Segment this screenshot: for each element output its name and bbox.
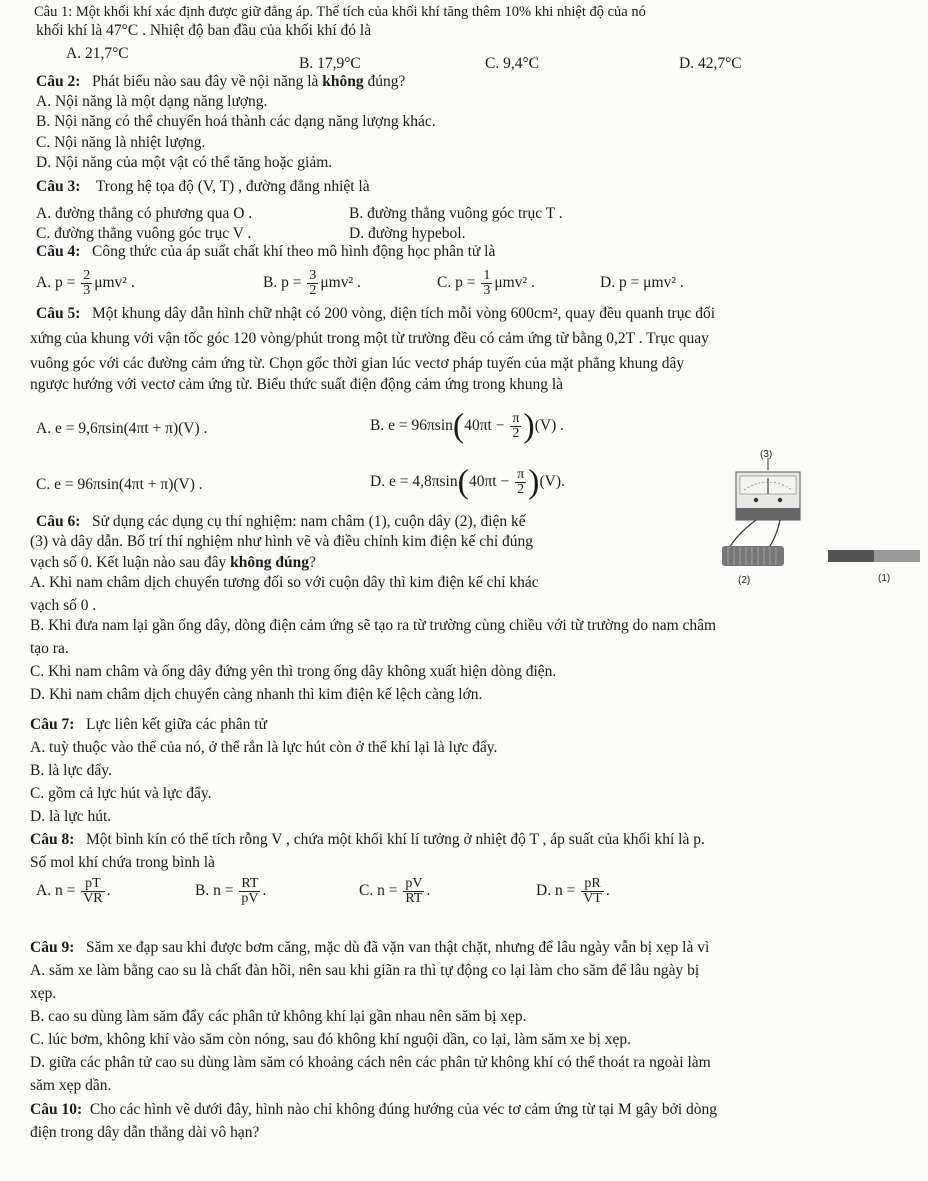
q8-d-fraction [581, 877, 604, 906]
q1-option-b: B. 17,9°C [299, 55, 361, 72]
q6-option-b-line2: tạo ra. [30, 640, 69, 657]
q6-stem-line2: (3) và dây dẫn. Bố trí thí nghiệm như hình vẽ và điều chỉnh kim điện kế chỉ đúng [30, 533, 534, 550]
q4-c-den: 3 [483, 282, 491, 298]
q2-stem-bold: không [322, 73, 364, 90]
q5-option-d: D. e = 4,8πsin(40πt − $\frac{\pi}{2}$ )(V). [370, 463, 565, 501]
q8-c-fraction [403, 877, 424, 906]
q5-stem-line4: ngược hướng với vectơ cảm ứng từ. Biểu thức suất điện động cảm ứng trong khung là [30, 376, 564, 393]
q2-option-c: C. Nội năng là nhiệt lượng. [36, 134, 206, 151]
q6-line3-pre: vạch số 0. Kết luận nào sau đây [30, 554, 231, 571]
q4-c-prefix: C. p = [437, 274, 476, 291]
q8-option-a: A. n = $\frac{pT}{VR}$ . [36, 875, 111, 906]
q5-option-c: C. e = 96πsin(4πt + π)(V) . [36, 476, 203, 493]
q1-option-d: D. 42,7°C [679, 55, 742, 72]
q8-a-den: VR [83, 890, 103, 906]
q3-stem [36, 178, 370, 196]
q5-d-num: π [517, 466, 525, 482]
q9-option-a-line1: A. săm xe làm bằng cao su là chất đàn hồi, nên sau khi giãn ra thì tự động co lại làm cho săm để lâu ngày bị [30, 962, 700, 979]
q4-option-c: C. p = $\frac{1}{3}$ μmv² . [437, 267, 535, 298]
q6-label: Câu 6: [36, 513, 81, 530]
q7-option-b: B. là lực đẩy. [30, 762, 112, 779]
q8-option-b: B. n = $\frac{RT}{pV}$ . [195, 875, 267, 906]
q8-a-prefix: A. n = [36, 882, 76, 899]
q7-stem-text: Lực liên kết giữa các phân tử [85, 716, 267, 733]
q7-option-d: D. là lực hút. [30, 808, 112, 825]
q6-line3-end: ? [309, 554, 316, 571]
q2-stem-text: Phát biểu nào sau đây về nội năng là [91, 73, 323, 90]
q8-a-fraction [81, 877, 104, 906]
magnet-south [874, 550, 920, 562]
q4-option-b: B. p = $\frac{3}{2}$ μmv² . [263, 267, 361, 298]
q4-c-fraction [481, 269, 492, 298]
q10-stem-line1 [30, 1101, 717, 1119]
q5-option-a: A. e = 9,6πsin(4πt + π)(V) . [36, 420, 208, 437]
q3-option-a: A. đường thẳng có phương qua O . [36, 205, 253, 222]
q9-line1-text: Săm xe đạp sau khi được bơm căng, mặc dù đã vặn van thật chặt, nhưng để lâu ngày vẫn bị xẹp là vì [85, 939, 710, 956]
q1-stem-line2: khối khí là 47°C . Nhiệt độ ban đầu của khối khí đó là [36, 22, 372, 39]
q5-b-inner: 40πt − [464, 417, 505, 434]
q9-option-d-line2: săm xẹp dần. [30, 1077, 112, 1094]
q8-d-num: pR [581, 877, 604, 892]
q5-b-post: (V) . [534, 417, 565, 434]
q4-a-fraction [81, 269, 92, 298]
q8-b-den: pV [241, 890, 259, 906]
q4-a-num: 2 [83, 267, 91, 283]
q6-line3-bold: không đúng [230, 554, 310, 571]
q9-option-a-line2: xẹp. [30, 985, 57, 1002]
q3-option-d: D. đường hypebol. [349, 225, 466, 242]
q4-b-fraction [307, 269, 318, 298]
experiment-figure-drawing [716, 450, 922, 590]
q10-line1-text: Cho các hình vẽ dưới đây, hình nào chỉ không đúng hướng của véc tơ cảm ứng từ tại M gây bởi dòng [89, 1101, 717, 1118]
q6-option-a-line1: A. Khi nam châm dịch chuyển tương đối so với cuộn dây thì kim điện kế chỉ khác [30, 574, 539, 591]
q5-stem-line2: xứng của khung với vận tốc góc 120 vòng/phút trong một từ trường đều có cảm ứng từ bằng 0,2T . Trục quay [30, 330, 709, 347]
q5-d-prefix: D. e = 4,8πsin [370, 473, 458, 490]
q2-stem-end: đúng? [363, 73, 406, 90]
q4-a-den: 3 [83, 282, 91, 298]
q2-stem [36, 73, 405, 91]
q8-d-den: VT [583, 890, 602, 906]
q5-label: Câu 5: [36, 305, 81, 322]
coil [722, 546, 784, 566]
q5-d-den: 2 [517, 481, 525, 497]
q2-option-d: D. Nội năng của một vật có thể tăng hoặc giảm. [36, 154, 333, 171]
q5-stem-line3: vuông góc với các đường cảm ứng từ. Chọn gốc thời gian lúc vectơ pháp tuyến của mặt phẳng khung dây [30, 355, 685, 372]
label-2: (2) [738, 575, 751, 586]
q6-option-c: C. Khi nam châm và ống dây đứng yên thì trong ống dây không xuất hiện dòng điện. [30, 663, 557, 680]
q7-option-a: A. tuỳ thuộc vào thể của nó, ở thể rắn là lực hút còn ở thể khí lại là lực đẩy. [30, 739, 498, 756]
q7-stem [30, 716, 267, 734]
q6-stem-line1 [36, 513, 526, 531]
q8-label: Câu 8: [30, 831, 75, 848]
q3-option-b: B. đường thẳng vuông góc trục T . [349, 205, 563, 222]
q8-a-num: pT [81, 877, 104, 892]
q4-b-post: μmv² [320, 274, 354, 291]
q8-d-prefix: D. n = [536, 882, 576, 899]
q9-option-d-line1: D. giữa các phân tử cao su dùng làm săm có khoảng cách nên các phân tử không khí có thể thoát ra ngoài làm [30, 1054, 711, 1071]
q4-b-prefix: B. p = [263, 274, 302, 291]
q5-stem-line1 [36, 305, 715, 323]
q4-c-num: 1 [483, 267, 491, 283]
q2-option-b: B. Nội năng có thể chuyển hoá thành các dạng năng lượng khác. [36, 113, 436, 130]
wire-left [728, 520, 756, 550]
q1-stem-line1: Câu 1: Một khối khí xác định được giữ đẳng áp. Thể tích của khối khí tăng thêm 10% khi nhiệt độ của nó [34, 4, 646, 20]
q4-d-post: v² [663, 274, 676, 291]
q9-label: Câu 9: [30, 939, 75, 956]
q2-option-a: A. Nội năng là một dạng năng lượng. [36, 93, 268, 110]
q6-option-d: D. Khi nam châm dịch chuyển càng nhanh thì kim điện kế lệch càng lớn. [30, 686, 483, 703]
q6-line1-text: Sử dụng các dụng cụ thí nghiệm: nam châm (1), cuộn dây (2), điện kế [91, 513, 526, 530]
q8-c-num: pV [405, 875, 423, 891]
q4-c-post: μmv² [494, 274, 528, 291]
q3-option-c: C. đường thẳng vuông góc trục V . [36, 225, 252, 242]
q1-option-a: A. 21,7°C [66, 45, 129, 62]
q3-label: Câu 3: [36, 178, 81, 195]
terminal-left [754, 498, 758, 502]
q6-stem-line3 [30, 554, 316, 572]
q4-option-d: D. p = μmv² . [600, 274, 684, 291]
q2-label: Câu 2: [36, 73, 81, 90]
q4-stem [36, 243, 495, 261]
q5-d-inner: 40πt − [468, 473, 510, 490]
q8-c-den: RT [405, 890, 423, 906]
q5-b-num: π [512, 410, 520, 426]
q8-b-fraction [239, 877, 260, 906]
q8-line1-text: Một bình kín có thể tích rỗng V , chứa một khối khí lí tưởng ở nhiệt độ T , áp suất của khối khí là p. [85, 831, 705, 848]
q8-stem-line2: Số mol khí chứa trong bình là [30, 854, 215, 871]
q3-stem-text: Trong hệ tọa độ (V, T) , đường đẳng nhiệt là [95, 178, 370, 195]
q7-label: Câu 7: [30, 716, 75, 733]
q7-option-c: C. gồm cả lực hút và lực đẩy. [30, 785, 212, 802]
q9-option-b: B. cao su dùng làm săm đẩy các phân tử không khí lại gần nhau nên săm bị xẹp. [30, 1008, 527, 1025]
terminal-right [778, 498, 782, 502]
q8-option-c: C. n = $\frac{pV}{RT}$ . [359, 875, 431, 906]
q5-line1-text: Một khung dây dẫn hình chữ nhật có 200 vòng, diện tích mỗi vòng 600cm², quay đều quanh trục đối [91, 305, 716, 322]
q9-stem [30, 939, 709, 957]
experiment-figure [716, 450, 922, 590]
label-1: (1) [878, 573, 891, 584]
galvanometer-base [736, 508, 800, 520]
q4-a-prefix: A. p = [36, 274, 76, 291]
q5-b-prefix: B. e = 96πsin [370, 417, 453, 434]
q6-option-a-line2: vạch số 0 . [30, 597, 97, 614]
q8-stem-line1 [30, 831, 705, 849]
q4-stem-text: Công thức của áp suất chất khí theo mô hình động học phân tử là [91, 243, 496, 260]
q1-option-c: C. 9,4°C [485, 55, 540, 72]
q10-stem-line2: điện trong dây dẫn thẳng dài vô hạn? [30, 1124, 260, 1141]
q4-option-a: A. p = $\frac{2}{3}$ μmv² . [36, 267, 135, 298]
q6-option-b-line1: B. Khi đưa nam lại gần ống dây, dòng điện cảm ứng sẽ tạo ra từ trường cùng chiều với từ trường do nam châm [30, 617, 717, 634]
q5-b-fraction [510, 412, 521, 441]
q5-d-post: (V). [539, 473, 565, 490]
q8-b-prefix: B. n = [195, 882, 234, 899]
q8-c-prefix: C. n = [359, 882, 398, 899]
q4-label: Câu 4: [36, 243, 81, 260]
magnet-north [828, 550, 874, 562]
q5-d-fraction [515, 468, 526, 497]
q4-d-prefix: D. p = μm [600, 274, 664, 291]
q4-b-den: 2 [309, 282, 317, 298]
q4-b-num: 3 [309, 267, 317, 283]
q5-option-b: B. e = 96πsin(40πt − $\frac{\pi}{2}$ )(V) . [370, 407, 565, 445]
q8-option-d: D. n = $\frac{pR}{VT}$ . [536, 875, 610, 906]
q10-label: Câu 10: [30, 1101, 83, 1118]
label-3: (3) [760, 450, 773, 460]
q8-b-num: RT [239, 877, 260, 892]
q9-option-c: C. lúc bơm, không khí vào săm còn nóng, sau đó không khí nguội dần, co lại, làm săm xe bị xẹp. [30, 1031, 631, 1048]
q5-b-den: 2 [512, 425, 520, 441]
q4-a-post: μmv² [94, 274, 127, 291]
